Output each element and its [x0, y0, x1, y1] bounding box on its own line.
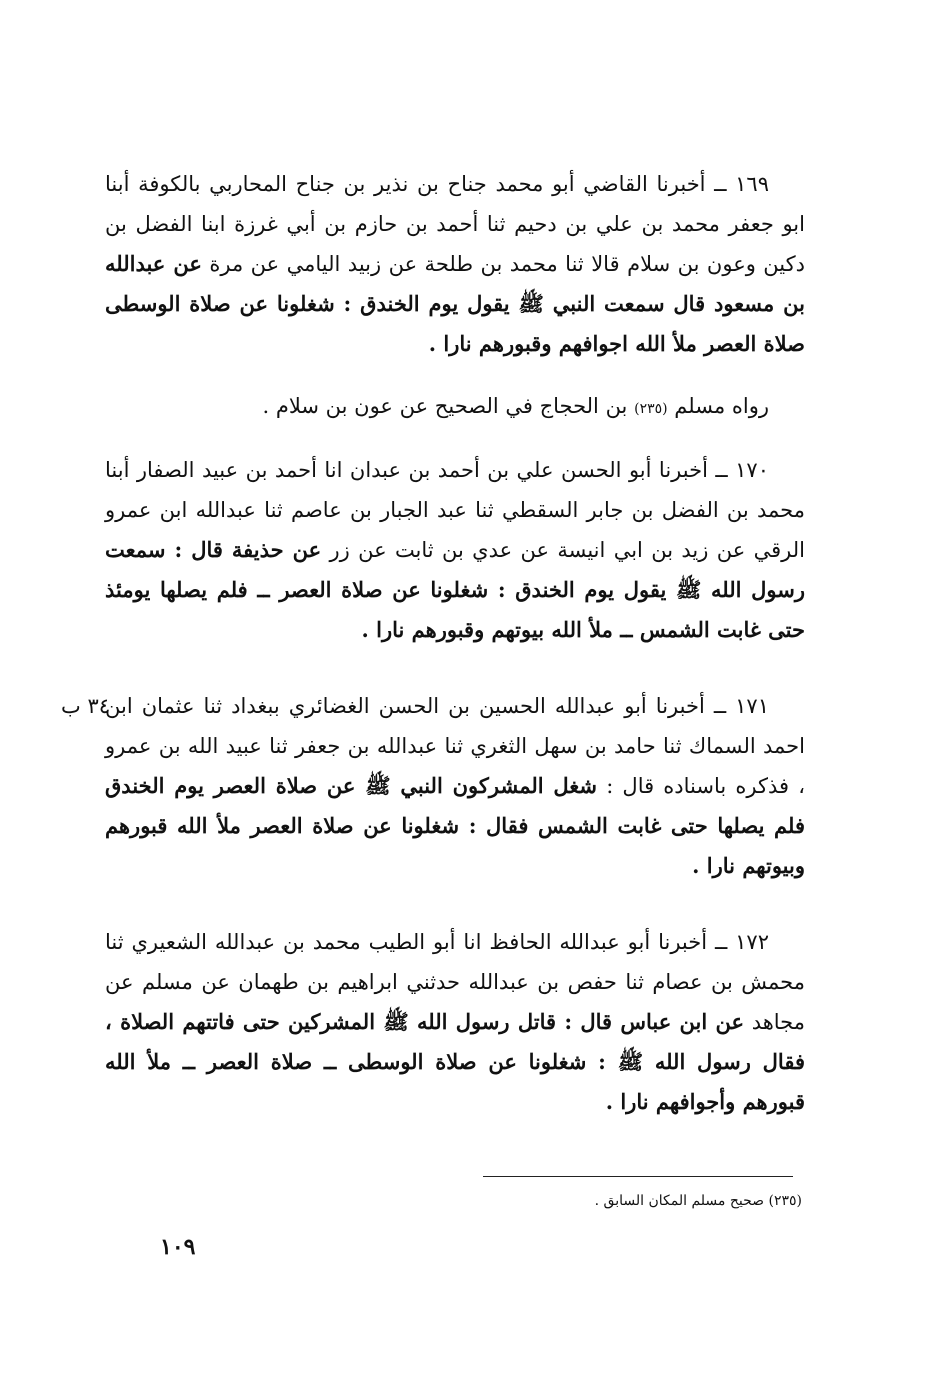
- hadith-170: [105, 450, 805, 650]
- hadith-171-text: [105, 686, 805, 886]
- hadith-169-chain: ١٦٩ ــ أخبرنا القاضي أبو محمد جناح بن نذير بن جناح المحاربي بالكوفة أبنا ابو جعفر محمد بن علي بن دحيم ثنا أحمد بن حازم بن أبي غرزة ابنا الفضل بن دكين وعون بن سلام قالا ثنا محمد بن طلحة عن زبيد اليامي عن مرة: [105, 172, 805, 276]
- manuscript-folio-note: ٣٤ ب: [60, 694, 110, 718]
- hadith-172-matn: عن ابن عباس قال : قاتل رسول الله ﷺ المشركين حتى فاتتهم الصلاة ، فقال رسول الله ﷺ : شغلونا عن صلاة الوسطى ــ صلاة العصر ــ ملأ الله قبورهم وأجوافهم نارا .: [105, 1009, 805, 1114]
- hadith-169-text: [105, 164, 805, 364]
- hadith-169-riwaya: [105, 386, 805, 429]
- hadith-169-matn: عن عبدالله بن مسعود قال سمعت النبي ﷺ يقول يوم الخندق : شغلونا عن صلاة الوسطى صلاة العصر ملأ الله اجوافهم وقبورهم نارا .: [105, 251, 805, 356]
- hadith-172: [105, 922, 805, 1122]
- riwaya-text-before: رواه مسلم: [674, 394, 769, 418]
- footnote-reference: (٢٣٥): [634, 401, 668, 417]
- hadith-171: [105, 686, 805, 886]
- page-number: ١٠٩: [160, 1234, 196, 1260]
- footnote-divider: [483, 1176, 793, 1177]
- hadith-169: [105, 164, 805, 364]
- hadith-172-text: [105, 922, 805, 1122]
- hadith-171-matn: شغل المشركون النبي ﷺ عن صلاة العصر يوم الخندق فلم يصلها حتى غابت الشمس فقال : شغلونا عن صلاة العصر ملأ الله قبورهم وبيوتهم نارا .: [105, 773, 805, 878]
- riwaya-text-after: بن الحجاج في الصحيح عن عون بن سلام .: [262, 394, 628, 418]
- hadith-170-matn: عن حذيفة قال : سمعت رسول الله ﷺ يقول يوم الخندق : شغلونا عن صلاة العصر ــ فلم يصلها يومئذ حتى غابت الشمس ــ ملأ الله بيوتهم وقبورهم نارا .: [105, 537, 805, 642]
- hadith-170-chain: ١٧٠ ــ أخبرنا أبو الحسن علي بن أحمد بن عبدان انا أحمد بن عبيد الصفار أبنا محمد بن الفضل بن جابر السقطي ثنا عبد الجبار بن عاصم ثنا عبدالله ابن عمرو الرقي عن زيد بن ابي انيسة عن عدي بن ثابت عن زر: [105, 458, 805, 562]
- footnote-235: (٢٣٥) صحيح مسلم المكان السابق .: [594, 1193, 802, 1209]
- hadith-171-chain: ١٧١ ــ أخبرنا أبو عبدالله الحسين بن الحسن الغضائري ببغداد ثنا عثمان ابن احمد السماك ثنا حامد بن سهل الثغري ثنا عبدالله بن جعفر ثنا عبيد الله بن عمرو ، فذكره باسناده قال :: [105, 694, 805, 798]
- hadith-172-chain: ١٧٢ ــ أخبرنا أبو عبدالله الحافظ انا أبو الطيب محمد بن عبدالله الشعيري ثنا محمش بن عصام ثنا حفص بن عبدالله حدثني ابراهيم بن طهمان عن مسلم عن مجاهد: [105, 930, 805, 1034]
- hadith-170-text: [105, 450, 805, 650]
